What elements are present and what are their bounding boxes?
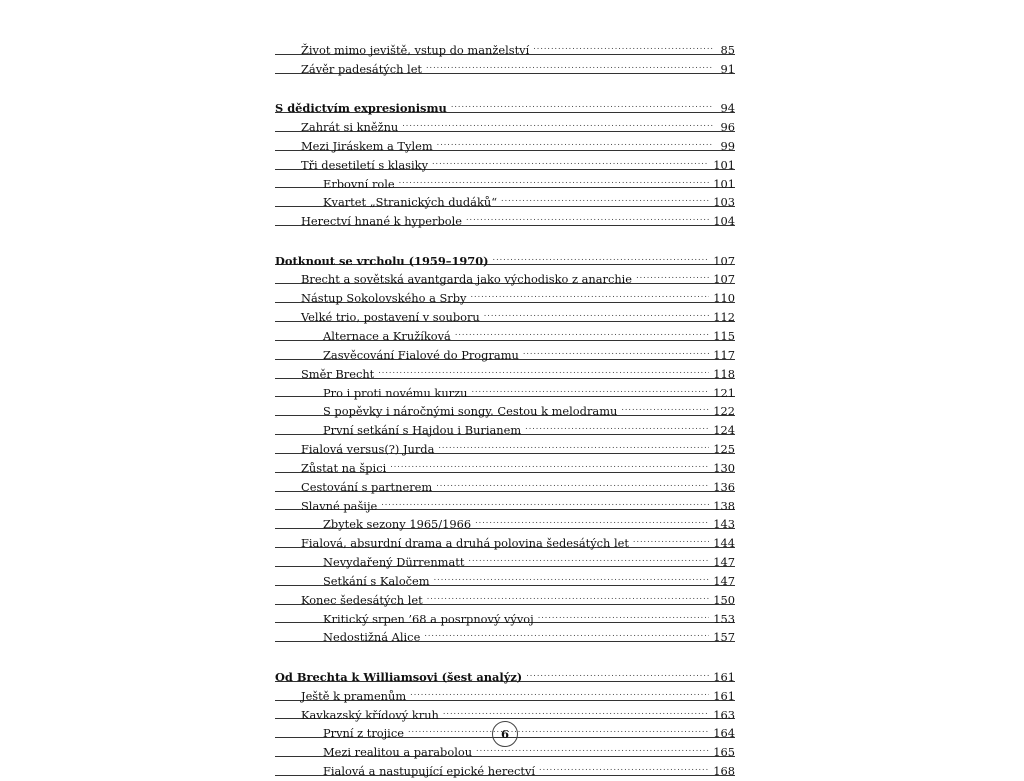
dot-leader: [438, 435, 709, 453]
toc-entry-title: Kritický srpen ’68 a posrpnový vývoj: [323, 611, 534, 626]
toc-entry-page: 165: [713, 745, 735, 760]
toc-entry-page: 122: [713, 404, 735, 419]
dot-leader: [443, 701, 709, 719]
toc-entry-title: Nevydařený Dürrenmatt: [323, 555, 465, 570]
toc-entry-page: 161: [713, 688, 735, 703]
toc-entry-page: 121: [713, 385, 735, 400]
toc-entry-title: Slavné pašije: [301, 498, 378, 513]
toc-entry-page: 107: [713, 253, 735, 268]
toc-entry-title: Brecht a sovětská avantgarda jako východisko z anarchie: [301, 272, 633, 287]
dot-leader: [466, 207, 709, 225]
dot-leader: [427, 586, 710, 604]
toc-entry-page: 153: [713, 611, 735, 626]
toc-entry-page: 85: [720, 43, 735, 57]
dot-leader: [378, 360, 709, 378]
toc-entry-title: Ještě k pramenům: [301, 688, 407, 703]
toc-entry-title: Zůstat na špici: [301, 460, 387, 475]
toc-entry-title: Kavkazský křídový kruh: [301, 707, 439, 722]
dot-leader: [399, 170, 710, 188]
page-number: 6: [492, 721, 518, 747]
dot-leader: [436, 473, 709, 491]
dot-leader: [468, 548, 709, 566]
toc-entry-title: Nástup Sokolovského a Srby: [301, 291, 467, 306]
toc-entry-title: První z trojice: [323, 726, 404, 741]
toc-entry-title: S popěvky i náročnými songy. Cestou k melodramu: [323, 404, 618, 419]
toc-entry-title: Dotknout se vrcholu (1959–1970): [275, 253, 489, 268]
toc-entry-title: Fialová versus(?) Jurda: [301, 442, 435, 457]
toc-entry-title: Zasvěcování Fialové do Programu: [323, 347, 519, 362]
toc-entry-title: Alternace a Kružíková: [323, 328, 451, 343]
toc-entry-page: 99: [720, 138, 735, 153]
toc-entry-page: 112: [713, 310, 735, 325]
toc-entry-title: Život mimo jeviště, vstup do manželství: [301, 43, 530, 57]
toc-entry-page: 115: [713, 328, 735, 343]
toc-entry-page: 117: [713, 347, 735, 362]
dot-leader: [621, 397, 709, 415]
toc-entry-page: 125: [713, 442, 735, 457]
toc-entry-title: Herectví hnané k hyperbole: [301, 214, 462, 229]
toc-chapter-entry: [275, 94, 735, 116]
toc-chapter-entry: [275, 247, 735, 266]
dot-leader: [475, 510, 709, 528]
toc-entry-page: 94: [720, 101, 735, 116]
toc-entry-page: 101: [713, 176, 735, 191]
toc-entry-page: 163: [713, 707, 735, 722]
dot-leader: [408, 719, 709, 737]
dot-leader: [633, 529, 709, 547]
toc-entry-title: Cestování s partnerem: [301, 479, 433, 494]
toc-entry-title: Závěr padesátých let: [301, 61, 423, 76]
dot-leader: [410, 682, 709, 700]
dot-leader: [437, 132, 713, 150]
toc-entry-page: 150: [713, 592, 735, 607]
dot-leader: [390, 454, 709, 472]
toc-entry-page: 91: [720, 61, 735, 76]
dot-leader: [451, 94, 713, 112]
toc-entry-page: 143: [713, 517, 735, 532]
toc-entry-title: Kvartet „Stranických dudáků“: [323, 195, 498, 210]
toc-entry-page: 124: [713, 423, 735, 438]
toc-entry-page: 110: [713, 291, 735, 306]
toc-entry-page: 136: [713, 479, 735, 494]
dot-leader: [533, 36, 713, 54]
toc-entry-title: Nedostižná Alice: [323, 630, 421, 645]
toc-entry-page: 147: [713, 573, 735, 588]
toc-entry-title: Fialová, absurdní drama a druhá polovina šedesátých let: [301, 536, 629, 551]
toc-entry-page: 96: [720, 120, 735, 135]
table-of-contents: [275, 36, 735, 779]
toc-entry-page: 107: [713, 272, 735, 287]
toc-entry-title: Fialová a nastupující epické herectví: [323, 764, 536, 779]
toc-section-entry: [275, 36, 735, 55]
dot-leader: [484, 303, 709, 321]
toc-entry-title: S dědictvím expresionismu: [275, 101, 447, 116]
dot-leader: [426, 55, 713, 73]
toc-entry-page: 168: [713, 764, 735, 779]
dot-leader: [539, 757, 709, 775]
toc-chapter-entry: [275, 663, 735, 682]
dot-leader: [470, 284, 709, 302]
dot-leader: [424, 623, 709, 641]
toc-entry-page: 164: [713, 726, 735, 741]
toc-entry-title: Směr Brecht: [301, 366, 375, 381]
toc-entry-page: 147: [713, 555, 735, 570]
toc-entry-title: Zbytek sezony 1965/1966: [323, 517, 472, 532]
dot-leader: [434, 567, 710, 585]
toc-entry-title: Mezi Jiráskem a Tylem: [301, 138, 433, 153]
toc-entry-page: 104: [713, 214, 735, 229]
dot-leader: [526, 663, 709, 681]
dot-leader: [381, 492, 709, 510]
dot-leader: [636, 265, 709, 283]
toc-entry-page: 103: [713, 195, 735, 210]
toc-entry-title: Od Brechta k Williamsovi (šest analýz): [275, 669, 523, 684]
dot-leader: [525, 416, 709, 434]
dot-leader: [523, 341, 709, 359]
dot-leader: [493, 247, 710, 265]
toc-entry-title: První setkání s Hajdou i Burianem: [323, 423, 522, 438]
toc-entry-title: Zahrát si kněžnu: [301, 120, 399, 135]
toc-entry-page: 101: [713, 157, 735, 172]
toc-entry-title: Pro i proti novému kurzu: [323, 385, 468, 400]
toc-entry-page: 161: [713, 669, 735, 684]
toc-entry-title: Tři desetiletí s klasiky: [301, 157, 428, 172]
dot-leader: [501, 188, 709, 206]
dot-leader: [471, 379, 709, 397]
toc-entry-page: 130: [713, 460, 735, 475]
toc-entry-title: Erbovní role: [323, 176, 395, 191]
toc-entry-page: 144: [713, 536, 735, 551]
toc-entry-page: 157: [713, 630, 735, 645]
dot-leader: [432, 151, 709, 169]
dot-leader: [538, 605, 710, 623]
dot-leader: [455, 322, 709, 340]
toc-entry-title: Mezi realitou a parabolou: [323, 745, 473, 760]
toc-entry-page: 118: [713, 366, 735, 381]
toc-entry-title: Konec šedesátých let: [301, 592, 423, 607]
toc-entry-title: Setkání s Kaločem: [323, 573, 430, 588]
toc-entry-page: 138: [713, 498, 735, 513]
toc-entry-title: Velké trio, postavení v souboru: [301, 310, 480, 325]
dot-leader: [402, 113, 713, 131]
